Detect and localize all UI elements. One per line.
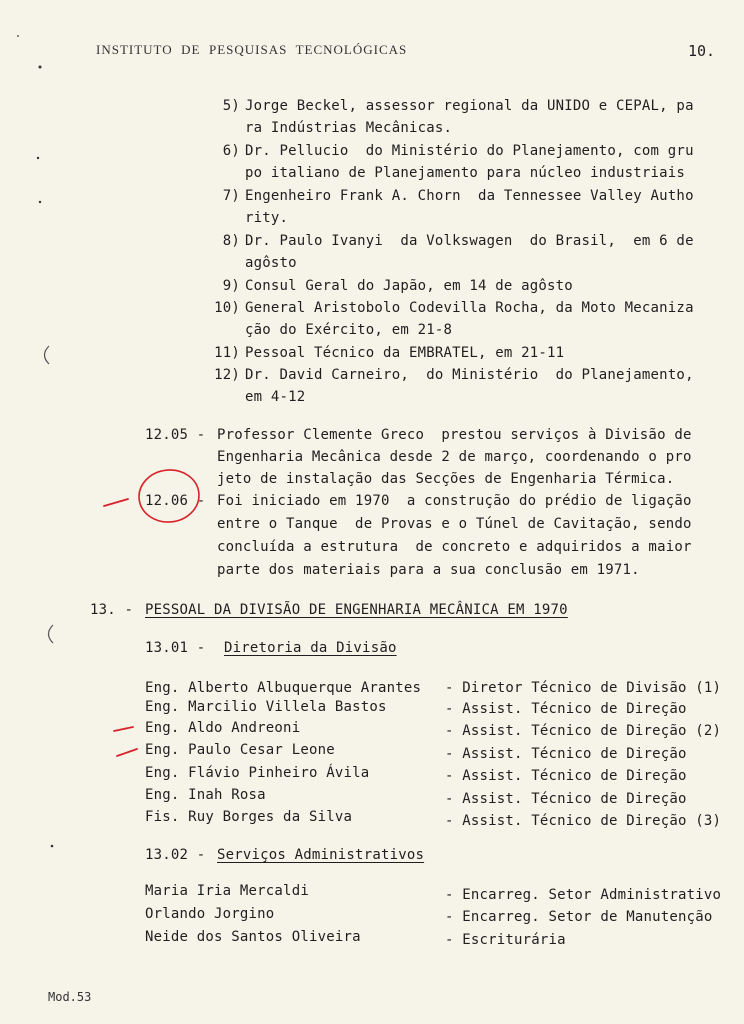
staff-role: - Assist. Técnico de Direção: [445, 768, 687, 784]
staff-name: Eng. Aldo Andreoni: [145, 720, 301, 736]
staff-name: Fis. Ruy Borges da Silva: [145, 809, 353, 825]
section-title: PESSOAL DA DIVISÃO DE ENGENHARIA MECÂNICA EM 1970: [145, 602, 568, 618]
staff-name: Eng. Alberto Albuquerque Arantes: [145, 680, 422, 696]
paragraph-line: concluída a estrutura de concreto e adquiridos a maior: [217, 539, 692, 555]
paragraph-line: entre o Tanque de Provas e o Túnel de Cavitação, sendo: [217, 516, 692, 532]
staff-name: Eng. Marcilio Villela Bastos: [145, 699, 387, 715]
subsection-title: Serviços Administrativos: [217, 847, 425, 863]
paragraph-number: 12.05 -: [145, 427, 206, 443]
list-item-line: Pessoal Técnico da EMBRATEL, em 21-11: [245, 345, 565, 361]
list-item-line: Jorge Beckel, assessor regional da UNIDO e CEPAL, pa: [245, 98, 694, 114]
institute-header: INSTITUTO DE PESQUISAS TECNOLÓGICAS: [96, 42, 408, 57]
staff-role: - Assist. Técnico de Direção (3): [445, 813, 722, 829]
admin-role: - Encarreg. Setor de Manutenção: [445, 909, 713, 925]
staff-name: Eng. Inah Rosa: [145, 787, 266, 803]
list-item-number: 10): [214, 300, 240, 316]
list-item-line: Dr. David Carneiro, do Ministério do Planejamento,: [245, 367, 694, 383]
speck: [17, 35, 19, 37]
staff-name: Eng. Flávio Pinheiro Ávila: [145, 765, 370, 781]
list-item-line: rity.: [245, 210, 289, 226]
list-item-line: agôsto: [245, 255, 297, 271]
list-item-line: Consul Geral do Japão, em 14 de agôsto: [245, 278, 573, 294]
red-circle-mark: [136, 467, 201, 525]
subsection-number: 13.01 -: [145, 640, 206, 656]
list-item-line: ra Indústrias Mecânicas.: [245, 120, 453, 136]
paragraph-line: Engenharia Mecânica desde 2 de março, coordenando o pro: [217, 449, 692, 465]
staff-role: - Diretor Técnico de Divisão (1): [445, 680, 722, 696]
form-code: Mod.53: [48, 990, 92, 1004]
staff-name: Eng. Paulo Cesar Leone: [145, 742, 335, 758]
paragraph-line: Foi iniciado em 1970 a construção do prédio de ligação: [217, 493, 692, 509]
admin-role: - Escriturária: [445, 932, 566, 948]
binder-hole-mark: [45, 346, 50, 364]
list-item-number: 12): [214, 367, 240, 383]
section-number: 13. -: [90, 602, 134, 618]
subsection-title: Diretoria da Divisão: [224, 640, 397, 656]
list-item-number: 9): [222, 278, 240, 294]
list-item-number: 8): [222, 233, 240, 249]
list-item-line: po italiano de Planejamento para núcleo industriais: [245, 165, 686, 181]
paragraph-line: jeto de instalação das Secções de Engenharia Térmica.: [217, 471, 675, 487]
speck: [51, 845, 54, 848]
red-dash-mark: [104, 499, 128, 506]
staff-role: - Assist. Técnico de Direção (2): [445, 723, 722, 739]
list-item-number: 11): [214, 345, 240, 361]
list-item-line: General Aristobolo Codevilla Rocha, da Moto Mecaniza: [245, 300, 694, 316]
staff-role: - Assist. Técnico de Direção: [445, 701, 687, 717]
staff-role: - Assist. Técnico de Direção: [445, 791, 687, 807]
admin-name: Maria Iria Mercaldi: [145, 883, 309, 899]
admin-role: - Encarreg. Setor Administrativo: [445, 887, 722, 903]
binder-hole-mark: [49, 625, 54, 643]
red-dash-mark: [114, 727, 133, 731]
paragraph-line: parte dos materiais para a sua conclusão em 1971.: [217, 562, 640, 578]
list-item-number: 7): [222, 188, 240, 204]
list-item-line: Dr. Paulo Ivanyi da Volkswagen do Brasil, em 6 de: [245, 233, 694, 249]
list-item-line: Engenheiro Frank A. Chorn da Tennessee Valley Autho: [245, 188, 694, 204]
speck: [39, 66, 42, 69]
subsection-number: 13.02 -: [145, 847, 206, 863]
list-item-number: 6): [222, 143, 240, 159]
speck: [37, 157, 39, 159]
staff-role: - Assist. Técnico de Direção: [445, 746, 687, 762]
list-item-line: em 4-12: [245, 389, 306, 405]
red-dash-mark: [117, 749, 137, 756]
list-item-number: 5): [222, 98, 240, 114]
paragraph-line: Professor Clemente Greco prestou serviços à Divisão de: [217, 427, 692, 443]
list-item-line: ção do Exército, em 21-8: [245, 322, 453, 338]
list-item-line: Dr. Pellucio do Ministério do Planejamento, com gru: [245, 143, 694, 159]
paragraph-number: 12.06 -: [145, 493, 206, 509]
speck: [39, 201, 41, 203]
admin-name: Orlando Jorgino: [145, 906, 275, 922]
page-number: 10.: [688, 42, 716, 60]
admin-name: Neide dos Santos Oliveira: [145, 929, 361, 945]
